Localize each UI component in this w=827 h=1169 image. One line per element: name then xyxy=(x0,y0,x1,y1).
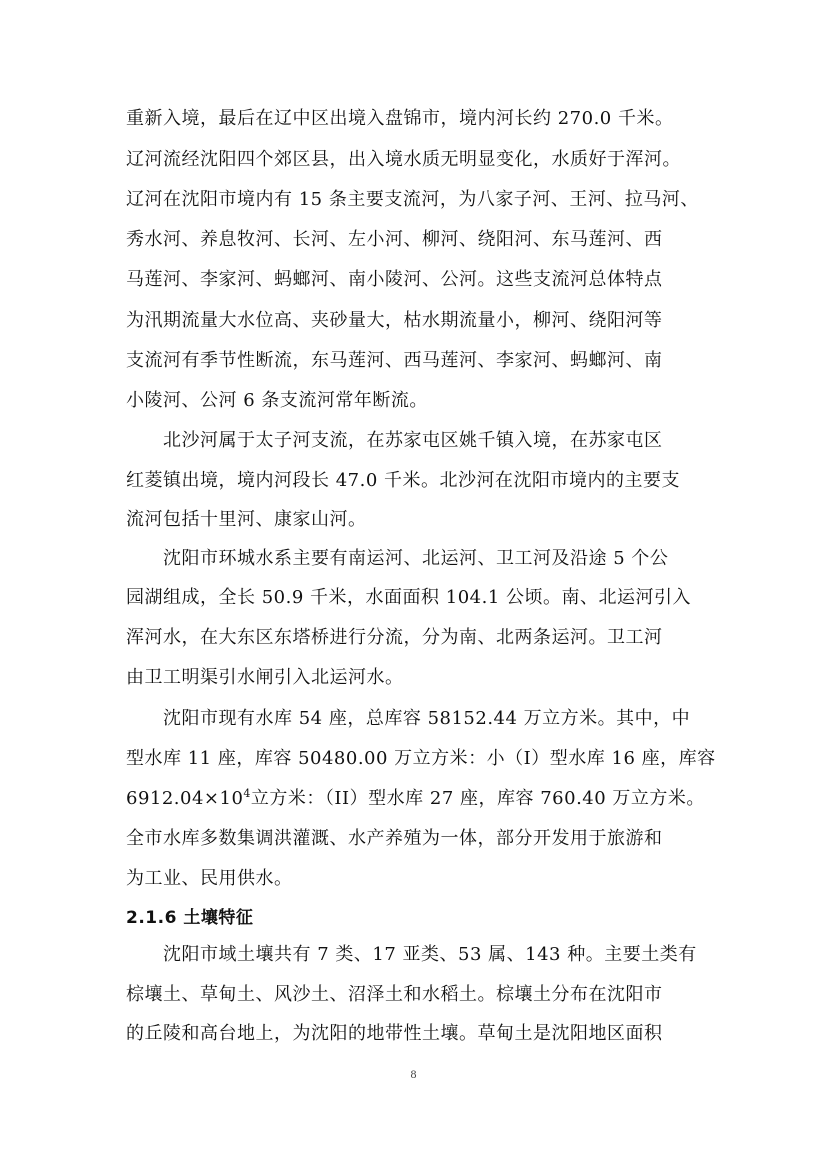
text-line: 全市水库多数集调洪灌溉、水产养殖为一体，部分开发用于旅游和 xyxy=(126,828,663,849)
value-text: 立方米：（II）型水库 27 座，库容 760.40 万立方米。 xyxy=(250,788,705,809)
text-line: 秀水河、养息牧河、长河、左小河、柳河、绕阳河、东马莲河、西 xyxy=(126,229,663,250)
value-text: 6912.04×10 xyxy=(126,788,244,809)
text-line: 型水库 11 座，库容 50480.00 万立方米：小（I）型水库 16 座，库容 xyxy=(126,748,716,769)
text-line: 的丘陵和高台地上，为沈阳的地带性土壤。草甸土是沈阳地区面积 xyxy=(126,1023,663,1044)
text-line: 棕壤土、草甸土、风沙土、沼泽土和水稻土。棕壤土分布在沈阳市 xyxy=(126,984,663,1005)
text-line: 辽河流经沈阳四个郊区县，出入境水质无明显变化，水质好于浑河。 xyxy=(126,149,681,170)
text-line: 园湖组成，全长 50.9 千米，水面面积 104.1 公顷。南、北运河引入 xyxy=(126,587,691,608)
paragraph-start: 沈阳市现有水库 54 座，总库容 58152.44 万立方米。其中，中 xyxy=(163,708,691,729)
paragraph-start: 沈阳市域土壤共有 7 类、17 亚类、53 属、143 种。主要土类有 xyxy=(163,944,697,965)
exponent: 4 xyxy=(243,787,251,800)
text-line: 支流河有季节性断流，东马莲河、西马莲河、李家河、蚂螂河、南 xyxy=(126,350,663,371)
text-line: 由卫工明渠引水闸引入北运河水。 xyxy=(126,667,404,688)
paragraph-start: 沈阳市环城水系主要有南运河、北运河、卫工河及沿途 5 个公 xyxy=(163,548,669,569)
text-line: 为工业、民用供水。 xyxy=(126,868,293,889)
text-line: 小陵河、公河 6 条支流河常年断流。 xyxy=(126,390,428,411)
text-line xyxy=(126,786,726,812)
text-line: 马莲河、李家河、蚂螂河、南小陵河、公河。这些支流河总体特点 xyxy=(126,269,663,290)
section-heading: 2.1.6 土壤特征 xyxy=(126,908,254,928)
text-line: 流河包括十里河、康家山河。 xyxy=(126,509,367,530)
text-line: 浑河水，在大东区东塔桥进行分流，分为南、北两条运河。卫工河 xyxy=(126,627,663,648)
text-line: 辽河在沈阳市境内有 15 条主要支流河，为八家子河、王河、拉马河、 xyxy=(126,189,699,210)
paragraph-start: 北沙河属于太子河支流，在苏家屯区姚千镇入境，在苏家屯区 xyxy=(163,430,663,451)
text-line: 重新入境，最后在辽中区出境入盘锦市，境内河长约 270.0 千米。 xyxy=(126,108,674,129)
page-number: 8 xyxy=(410,1067,417,1081)
text-line: 为汛期流量大水位高、夹砂量大，枯水期流量小，柳河、绕阳河等 xyxy=(126,310,663,331)
text-line: 红菱镇出境，境内河段长 47.0 千米。北沙河在沈阳市境内的主要支 xyxy=(126,470,681,491)
